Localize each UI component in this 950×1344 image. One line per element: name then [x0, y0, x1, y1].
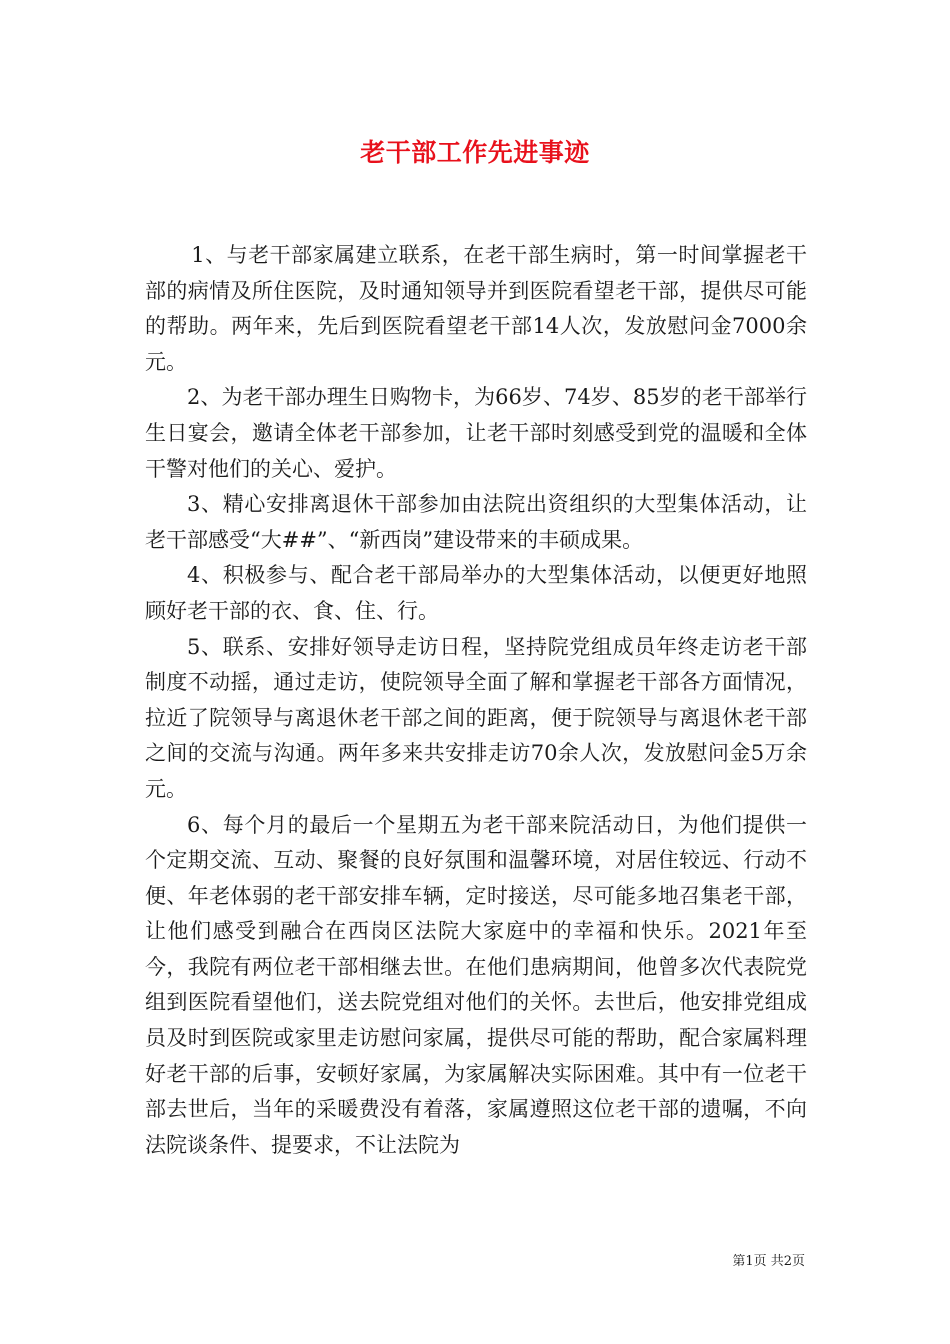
document-body: [145, 238, 807, 1163]
paragraph-1: 1、与老干部家属建立联系，在老干部生病时，第一时间掌握老干部的病情及所住医院，及时通知领导并到医院看望老干部，提供尽可能的帮助。两年来，先后到医院看望老干部14人次，发放慰问金7000余元。: [145, 243, 807, 374]
paragraph-2: 2、为老干部办理生日购物卡，为66岁、74岁、85岁的老干部举行生日宴会，邀请全体老干部参加，让老干部时刻感受到党的温暖和全体干警对他们的关心、爱护。: [145, 385, 807, 481]
page-number: 第1页 共2页: [732, 1254, 805, 1269]
paragraph-5: 5、联系、安排好领导走访日程，坚持院党组成员年终走访老干部制度不动摇，通过走访，使院领导全面了解和掌握老干部各方面情况，拉近了院领导与离退休老干部之间的距离，便于院领导与离退休老干部之间的交流与沟通。两年多来共安排走访70余人次，发放慰问金5万余元。: [145, 634, 807, 801]
paragraph-6: 6、每个月的最后一个星期五为老干部来院活动日，为他们提供一个定期交流、互动、聚餐的良好氛围和温馨环境，对居住较远、行动不便、年老体弱的老干部安排车辆，定时接送，尽可能多地召集老干部，让他们感受到融合在西岗区法院大家庭中的幸福和快乐。2021年至今，我院有两位老干部相继去世。在他们患病期间，他曾多次代表院党组到医院看望他们，送去院党组对他们的关怀。去世后，他安排党组成员及时到医院或家里走访慰问家属，提供尽可能的帮助，配合家属料理好老干部的后事，安顿好家属，为家属解决实际困难。其中有一位老干部去世后，当年的采暖费没有着落，家属遵照这位老干部的遗嘱，不向法院谈条件、提要求，不让法院为: [145, 812, 807, 1157]
paragraph-3: 3、精心安排离退休干部参加由法院出资组织的大型集体活动，让老干部感受“大##”、“新西岗”建设带来的丰硕成果。: [145, 492, 807, 552]
paragraph-4: 4、积极参与、配合老干部局举办的大型集体活动，以便更好地照顾好老干部的衣、食、住、行。: [145, 563, 807, 623]
document-title: 老干部工作先进事迹: [360, 138, 590, 167]
